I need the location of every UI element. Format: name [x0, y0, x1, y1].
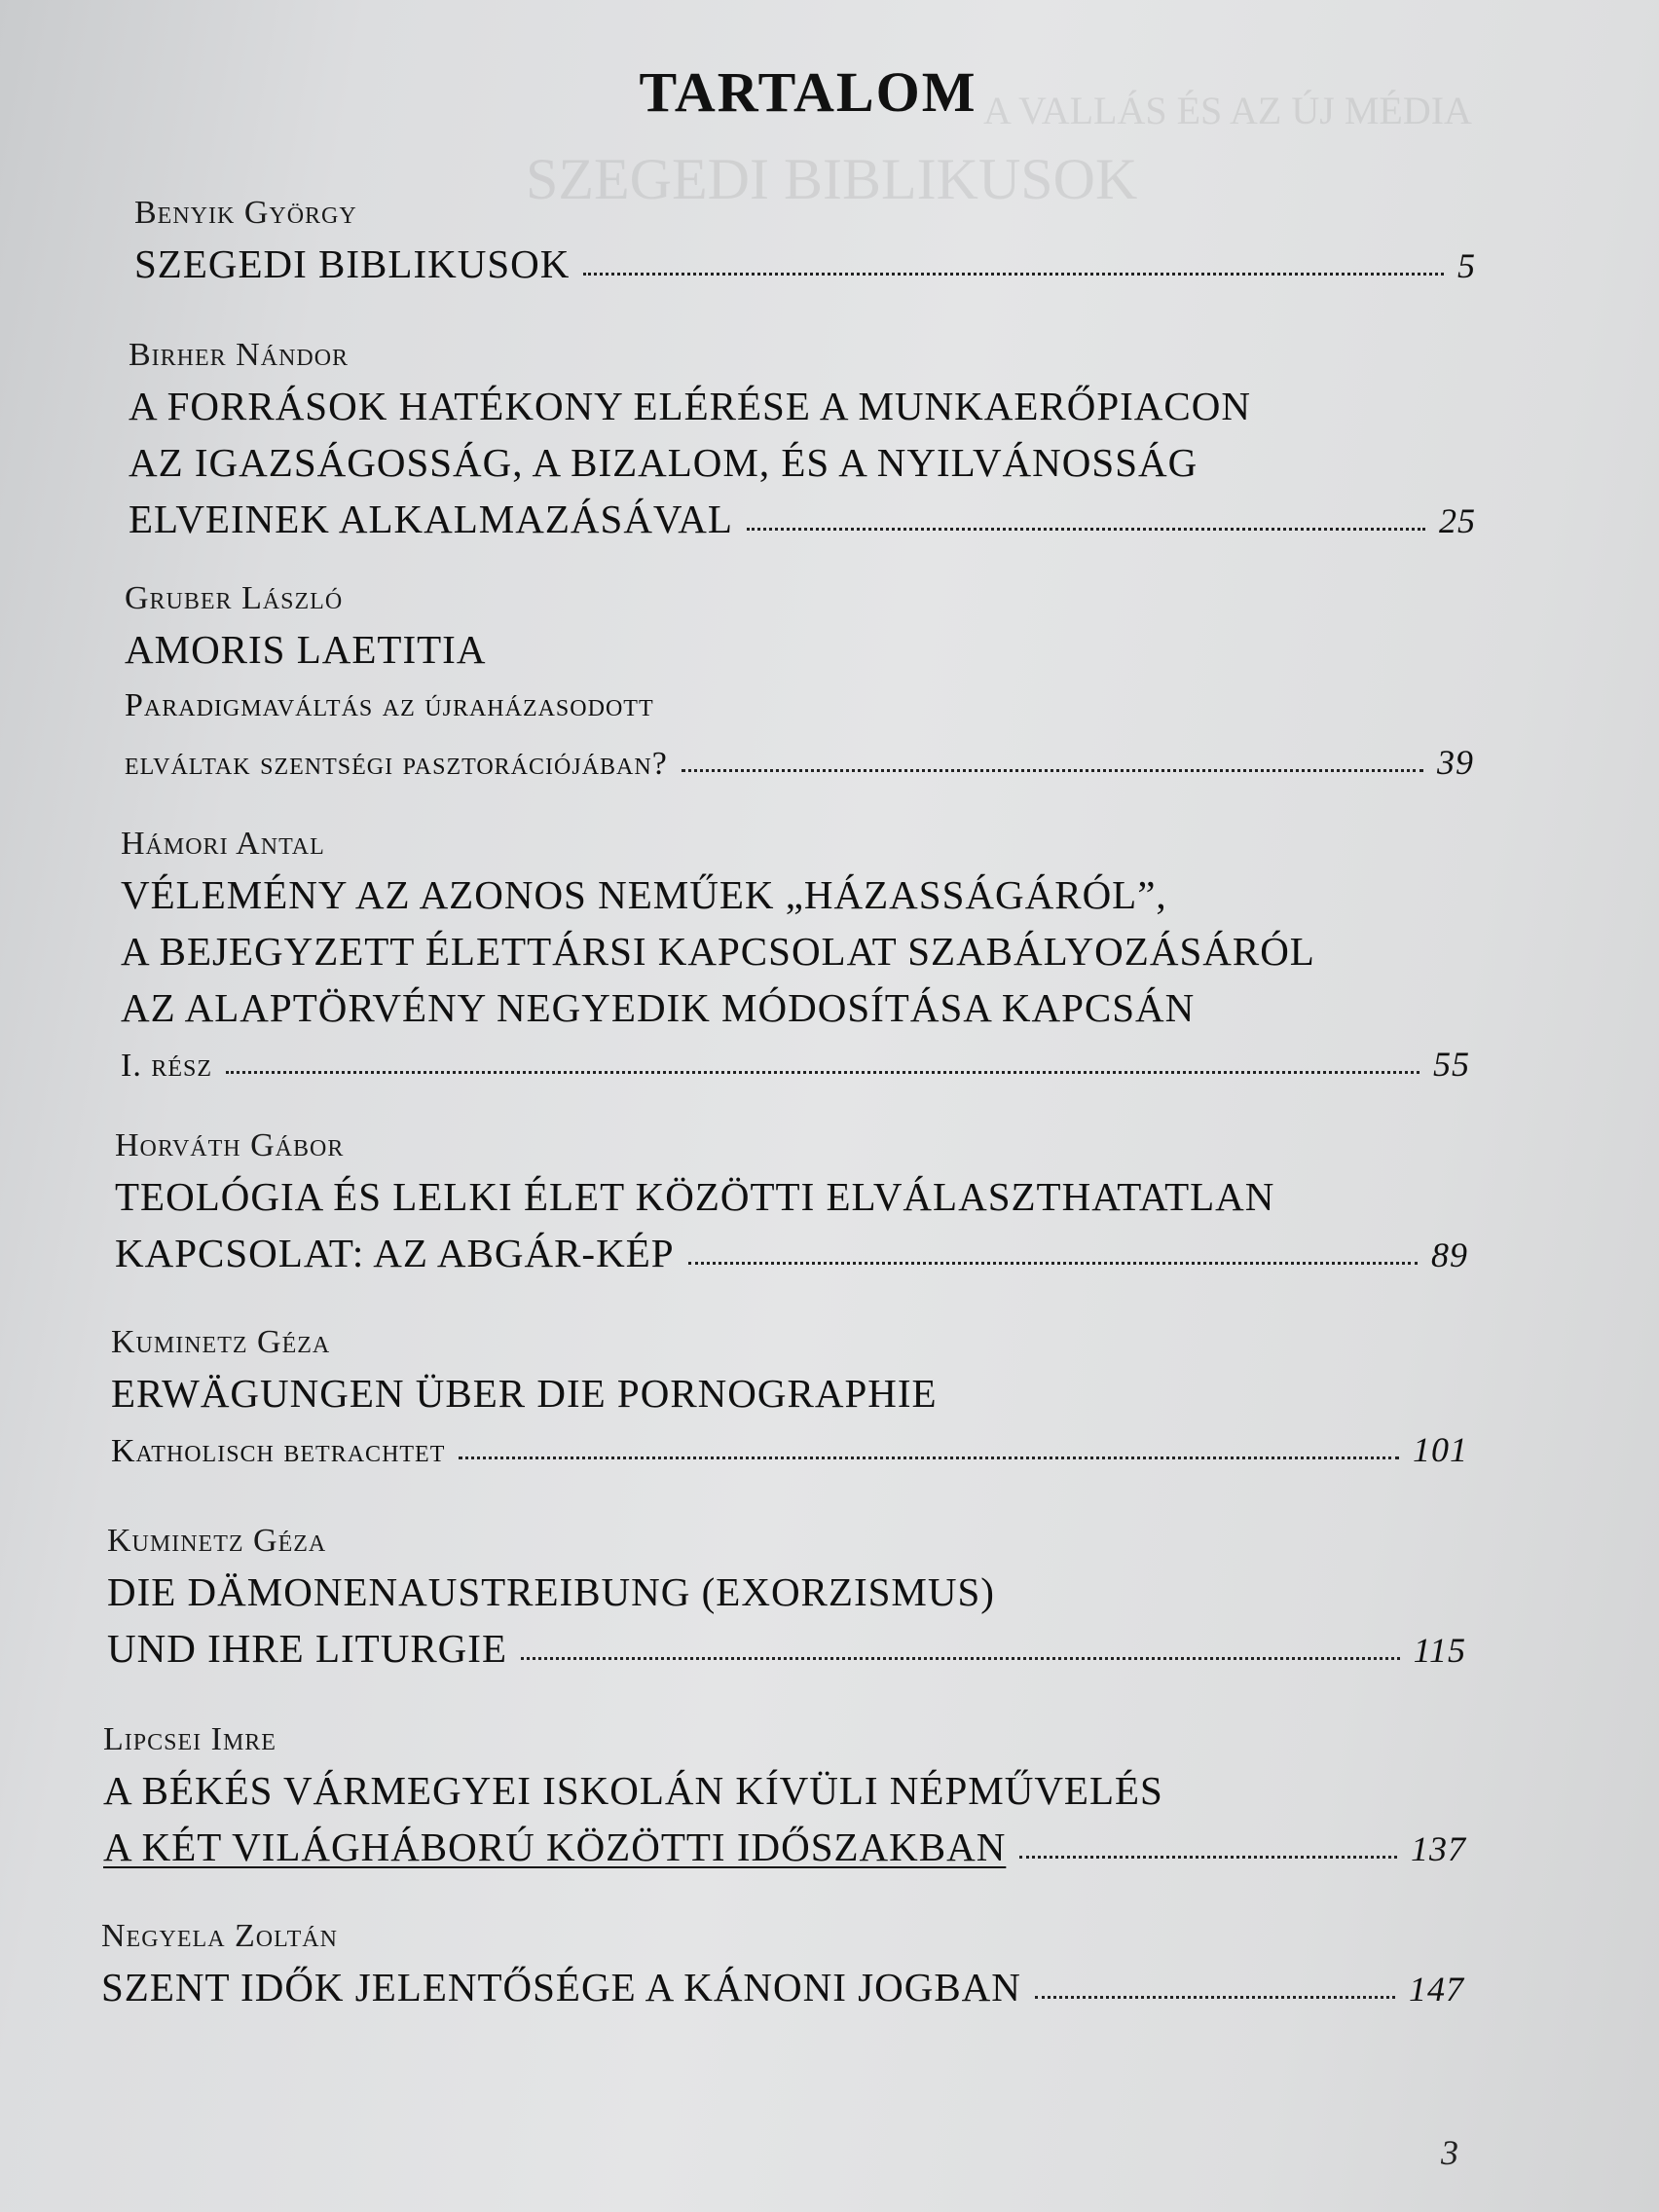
entry-author: Benyik György — [134, 195, 357, 231]
entry-title-line: DIE DÄMONENAUSTREIBUNG (EXORZISMUS) — [107, 1569, 995, 1614]
entry-author: Negyela Zoltán — [101, 1918, 338, 1954]
entry-author: Hámori Antal — [121, 826, 325, 862]
toc-entry[interactable] — [111, 1320, 1468, 1478]
entry-subtitle-line — [125, 734, 1474, 791]
page-title: TARTALOM — [639, 59, 977, 124]
bleed-through-text: A VALLÁS ÉS AZ ÚJ MÉDIA — [983, 89, 1472, 132]
dot-leader — [682, 769, 1423, 772]
entry-page-number: 137 — [1411, 1829, 1466, 1868]
entry-subtitle-text: Katholisch betrachtet — [111, 1433, 446, 1469]
entry-subtitle-text: I. rész — [121, 1048, 212, 1084]
dot-leader — [521, 1657, 1400, 1660]
entry-subtitle-line: Paradigmaváltás az újraházasodott — [125, 687, 654, 723]
entry-page-number: 101 — [1413, 1430, 1468, 1469]
entry-title-text: KAPCSOLAT: AZ ABGÁR-KÉP — [115, 1231, 675, 1275]
entry-author: Lipcsei Imre — [103, 1721, 276, 1757]
toc-entry[interactable] — [121, 822, 1470, 1092]
entry-title-line — [134, 236, 1476, 292]
toc-entry[interactable] — [134, 191, 1476, 292]
toc-entry[interactable] — [125, 576, 1474, 791]
entry-title-line — [107, 1620, 1466, 1677]
entry-title-text: UND IHRE LITURGIE — [107, 1626, 507, 1671]
entry-title-line: TEOLÓGIA ÉS LELKI ÉLET KÖZÖTTI ELVÁLASZTHATATLAN — [115, 1174, 1275, 1219]
entry-subtitle-text: elváltak szentségi pasztorációjában? — [125, 746, 668, 782]
dot-leader — [459, 1456, 1399, 1459]
page-number: 3 — [1441, 2133, 1458, 2172]
entry-title-text: ELVEINEK ALKALMAZÁSÁVAL — [129, 497, 733, 541]
entry-title-text: A KÉT VILÁGHÁBORÚ KÖZÖTTI IDŐSZAKBAN — [103, 1825, 1007, 1869]
toc-entry[interactable] — [103, 1717, 1466, 1875]
entry-title-text: SZEGEDI BIBLIKUSOK — [134, 241, 571, 286]
entry-author: Birher Nándor — [129, 337, 350, 373]
entry-title-line — [103, 1819, 1466, 1875]
entry-title-line: A BEJEGYZETT ÉLETTÁRSI KAPCSOLAT SZABÁLYOZÁSÁRÓL — [121, 929, 1315, 974]
entry-title-line — [115, 1225, 1468, 1281]
dot-leader — [1019, 1856, 1397, 1859]
entry-subtitle-line — [111, 1421, 1468, 1478]
toc-entry[interactable] — [115, 1124, 1468, 1281]
dot-leader — [226, 1071, 1419, 1074]
entry-page-number: 147 — [1409, 1970, 1464, 2009]
bleed-through-text: SZEGEDI BIBLIKUSOK — [526, 147, 1138, 211]
dot-leader — [1035, 1996, 1395, 1999]
entry-title-line — [129, 491, 1476, 547]
entry-page-number: 89 — [1431, 1235, 1468, 1274]
entry-author: Gruber László — [125, 580, 344, 616]
dot-leader — [688, 1262, 1418, 1265]
entry-title-line: VÉLEMÉNY AZ AZONOS NEMŰEK „HÁZASSÁGÁRÓL”, — [121, 872, 1167, 917]
entry-title-line: A BÉKÉS VÁRMEGYEI ISKOLÁN KÍVÜLI NÉPMŰVELÉS — [103, 1768, 1163, 1813]
dot-leader — [747, 528, 1425, 531]
dot-leader — [583, 273, 1444, 276]
toc-entry[interactable] — [101, 1914, 1464, 2015]
entry-page-number: 115 — [1413, 1631, 1466, 1670]
entry-title-line: ERWÄGUNGEN ÜBER DIE PORNOGRAPHIE — [111, 1371, 938, 1416]
entry-page-number: 5 — [1457, 246, 1476, 285]
toc-entry[interactable] — [129, 333, 1476, 547]
entry-title-line: AZ ALAPTÖRVÉNY NEGYEDIK MÓDOSÍTÁSA KAPCSÁN — [121, 985, 1196, 1030]
entry-author: Horváth Gábor — [115, 1127, 345, 1163]
entry-page-number: 25 — [1439, 501, 1476, 540]
entry-page-number: 55 — [1433, 1045, 1470, 1084]
entry-subtitle-line — [121, 1036, 1470, 1092]
entry-title-line: AZ IGAZSÁGOSSÁG, A BIZALOM, ÉS A NYILVÁNOSSÁG — [129, 440, 1198, 485]
entry-title-line: A FORRÁSOK HATÉKONY ELÉRÉSE A MUNKAERŐPIACON — [129, 384, 1251, 428]
entry-author: Kuminetz Géza — [107, 1523, 327, 1559]
entry-author: Kuminetz Géza — [111, 1324, 331, 1360]
entry-title-line — [101, 1959, 1464, 2015]
entry-page-number: 39 — [1437, 743, 1474, 782]
entry-title-line: AMORIS LAETITIA — [125, 627, 487, 672]
toc-entry[interactable] — [107, 1519, 1466, 1677]
entry-title-text: SZENT IDŐK JELENTŐSÉGE A KÁNONI JOGBAN — [101, 1965, 1021, 2009]
